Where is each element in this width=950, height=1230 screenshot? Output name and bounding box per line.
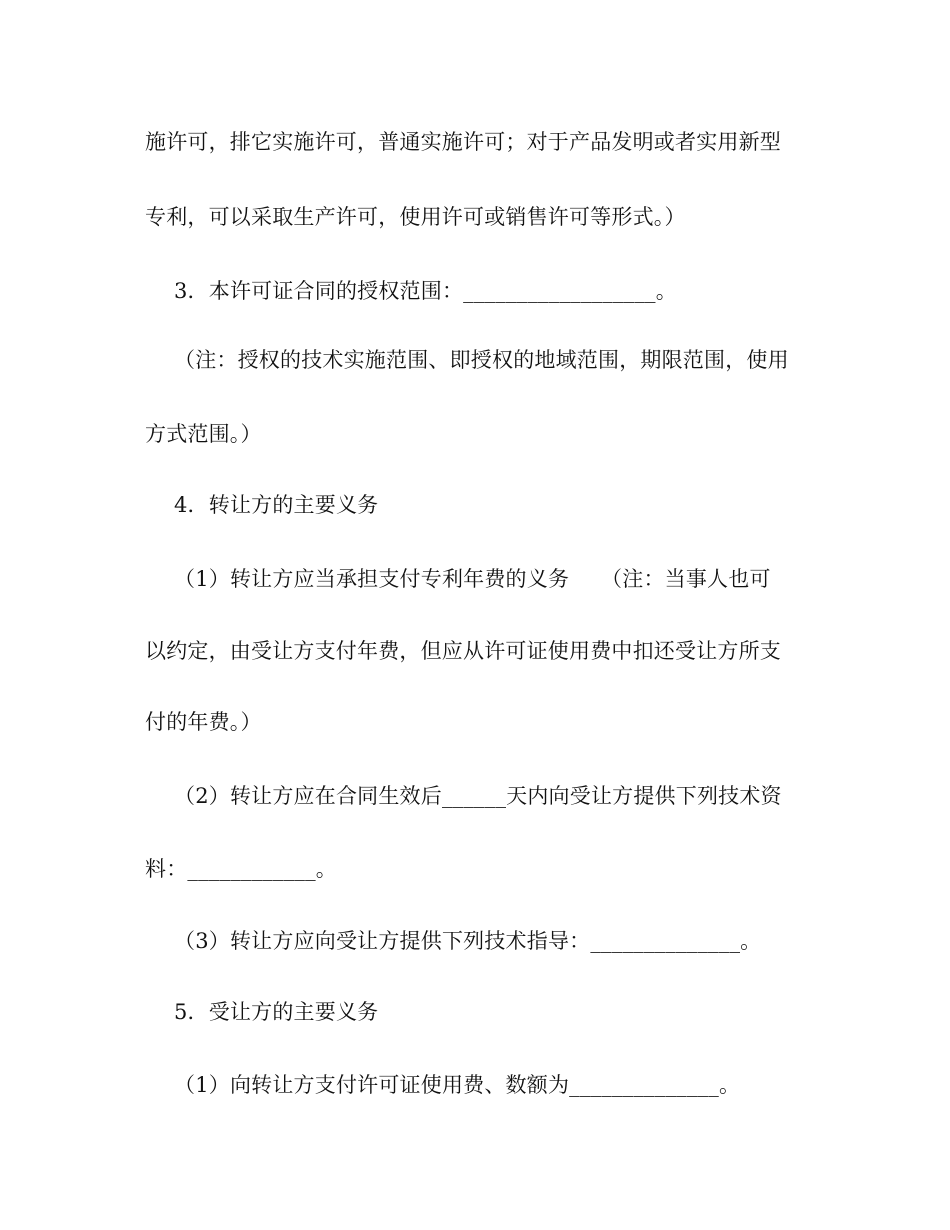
clause-line: （2）转让方应在合同生效后______天内向受让方提供下列技术资 [174,784,782,808]
section-3-heading: 3．本许可证合同的授权范围：__________________。 [174,279,677,303]
section-5-heading: 5．受让方的主要义务 [174,1000,379,1024]
clause-line: 以约定，由受让方支付年费，但应从许可证使用费中扣还受让方所支 [145,639,781,663]
paragraph-line: 施许可，排它实施许可，普通实施许可；对于产品发明或者实用新型 [145,130,781,154]
note-line: （注：授权的技术实施范围、即授权的地域范围，期限范围，使用 [174,348,789,372]
note-line: 方式范围。） [145,422,262,446]
clause-line: （1）转让方应当承担支付专利年费的义务 （注：当事人也可 [174,567,771,591]
clause-line: 料：____________。 [145,857,337,881]
clause-line: （1）向转让方支付许可证使用费、数额为______________。 [174,1073,741,1097]
section-4-heading: 4．转让方的主要义务 [174,493,379,517]
paragraph-line: 专利，可以采取生产许可，使用许可或销售许可等形式。） [145,205,686,229]
clause-line: （3）转让方应向受让方提供下列技术指导：______________。 [174,929,762,953]
clause-line: 付的年费。） [145,710,262,734]
